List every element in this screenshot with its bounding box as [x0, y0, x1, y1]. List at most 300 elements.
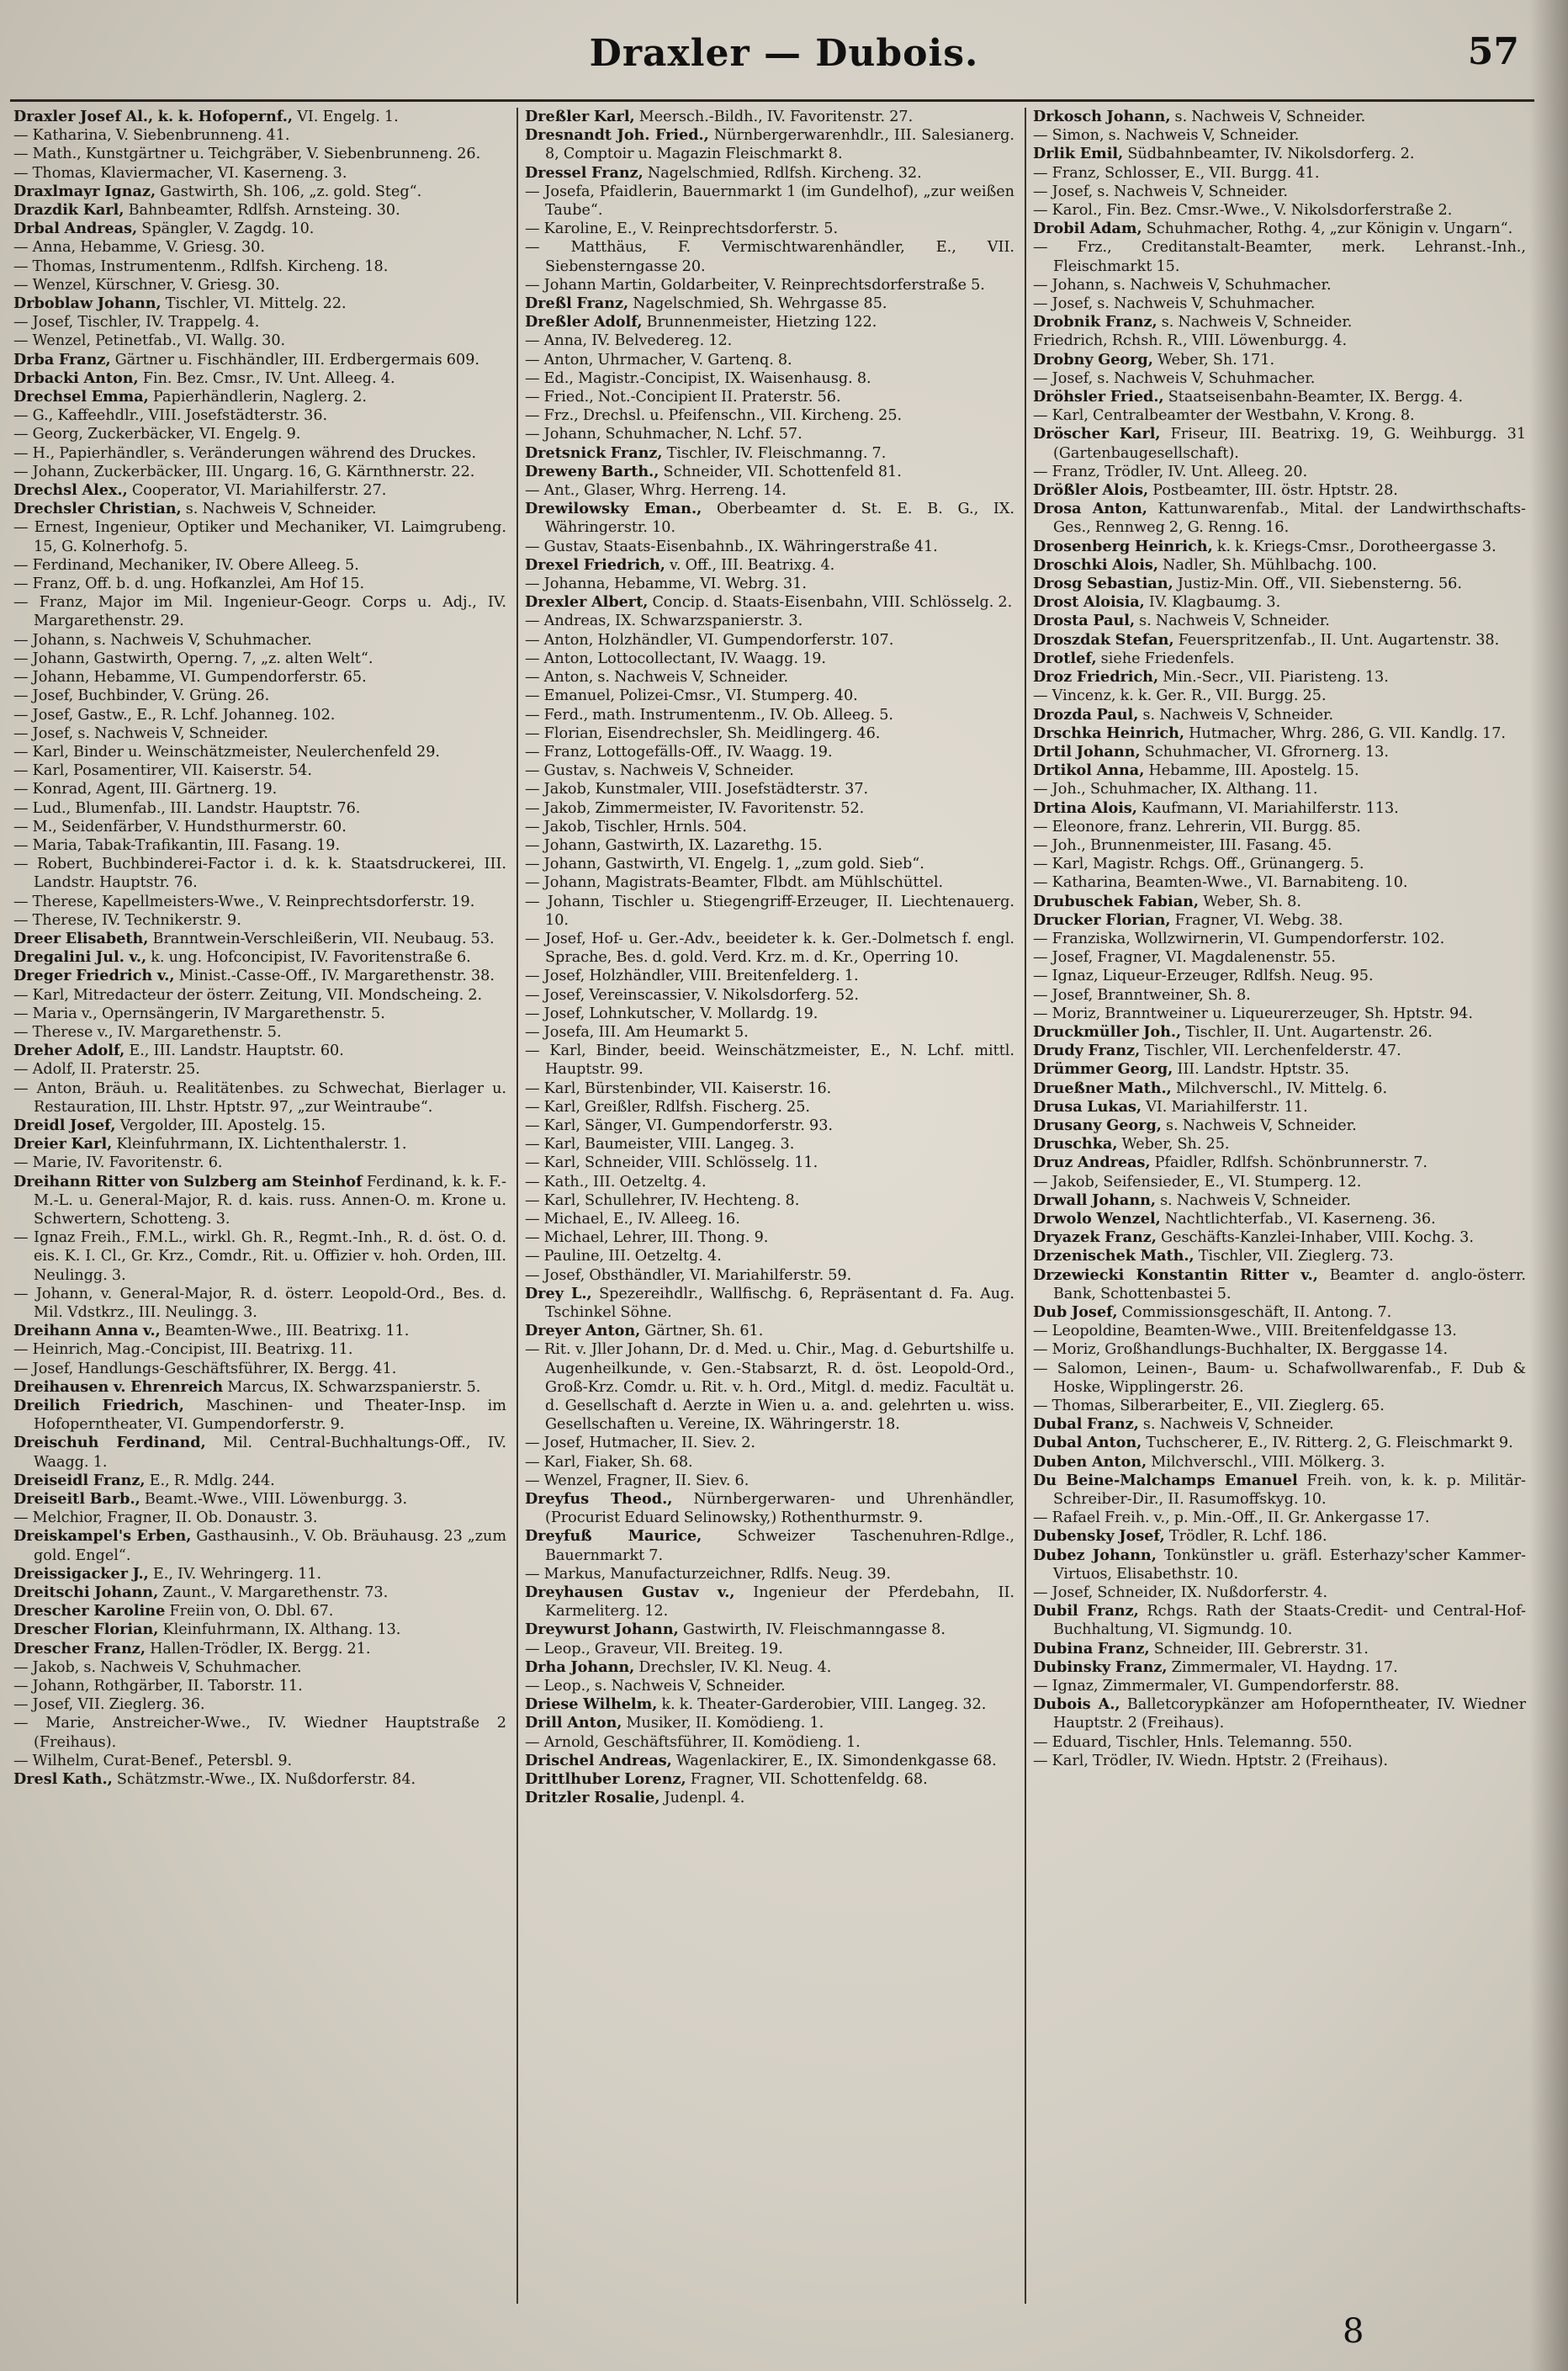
directory-entry	[13, 1640, 506, 1658]
directory-entry	[1033, 1154, 1526, 1172]
entry-name: Dreweny Barth.,	[525, 462, 660, 480]
entry-name: Drosa Anton,	[1033, 500, 1147, 518]
directory-entry	[525, 687, 1014, 705]
entry-text: — Karl, Trödler, IV. Wiedn. Hptstr. 2 (Freihaus).	[1033, 1752, 1388, 1769]
entry-text: Geschäfts-Kanzlei-Inhaber, VIII. Kochg. 3.	[1161, 1229, 1474, 1247]
entry-text: s. Nachweis V, Schneider.	[185, 501, 377, 518]
directory-entry	[1033, 538, 1526, 556]
directory-entry	[525, 126, 1014, 163]
directory-entry	[13, 575, 506, 593]
directory-entry	[13, 388, 506, 406]
entry-name: Drzewiecki Konstantin Ritter v.,	[1033, 1265, 1318, 1284]
directory-entry	[1033, 873, 1526, 892]
entry-text: — Leop., Graveur, VII. Breiteg. 19.	[525, 1640, 783, 1658]
directory-entry	[13, 780, 506, 798]
entry-text: — Wenzel, Kürschner, V. Griesg. 30.	[13, 276, 280, 294]
entry-text: s. Nachweis V, Schneider.	[1139, 613, 1330, 630]
entry-text: — Pauline, III. Oetzeltg. 4.	[525, 1248, 722, 1265]
directory-entry	[525, 332, 1014, 350]
entry-text: Schneider, III. Gebrerstr. 31.	[1153, 1640, 1369, 1658]
entry-text: s. Nachweis V, Schneider.	[1160, 1191, 1351, 1209]
entry-text: VI. Mariahilferstr. 11.	[1146, 1098, 1308, 1116]
entry-text: — H., Papierhändler, s. Veränderungen während des Druckes.	[13, 444, 477, 462]
entry-text: — Josef, Hof- u. Ger.-Adv., beeideter k. k. Ger.-Dolmetsch f. engl. Sprache, Bes. d. gold. Verd. Krz. m. d. Kr., Operring 10.	[525, 930, 1014, 967]
directory-entry	[1033, 855, 1526, 873]
directory-entry	[525, 1210, 1014, 1228]
entry-name: Drechsel Emma,	[13, 388, 149, 406]
directory-entry	[525, 1191, 1014, 1210]
entry-text: Balletcorypkänzer am Hofoperntheater, IV. Wiedner Hauptstr. 2 (Freihaus).	[1053, 1696, 1527, 1732]
entry-name: Drosta Paul,	[1033, 612, 1136, 630]
entry-text: — M., Seidenfärber, V. Hundsthurmerstr. 60.	[13, 818, 347, 835]
entry-text: — Salomon, Leinen-, Baum- u. Schafwollwarenfab., F. Dub & Hoske, Wipplingerstr. 26.	[1033, 1360, 1526, 1396]
directory-entry	[525, 1527, 1014, 1564]
entry-name: Drechsler Christian,	[13, 500, 182, 518]
directory-entry	[1033, 276, 1526, 294]
directory-entry	[13, 1472, 506, 1490]
entry-name: Dubois A.,	[1033, 1695, 1120, 1714]
directory-entry	[13, 948, 506, 967]
directory-entry	[1033, 1135, 1526, 1154]
directory-entry	[1033, 668, 1526, 687]
entry-name: Dreihausen v. Ehrenreich	[13, 1377, 224, 1396]
directory-entry	[525, 164, 1014, 183]
directory-entry	[13, 967, 506, 985]
entry-text: — Jakob, Seifensieder, E., VI. Stumperg. 12.	[1033, 1173, 1362, 1191]
entry-name: Drescher Franz,	[13, 1639, 146, 1658]
entry-name: Drucker Florian,	[1033, 910, 1171, 929]
directory-entry	[1033, 1117, 1526, 1135]
directory-entry	[13, 1117, 506, 1135]
directory-entry	[1033, 1042, 1526, 1060]
entry-name: Dressel Franz,	[525, 163, 644, 182]
directory-entry	[525, 930, 1014, 967]
entry-text: — Joh., Schuhmacher, IX. Althang. 11.	[1033, 781, 1318, 798]
directory-entry	[1033, 1583, 1526, 1602]
directory-entry	[525, 1640, 1014, 1658]
entry-text: — Lud., Blumenfab., III. Landstr. Hauptstr. 76.	[13, 799, 361, 817]
entry-name: Dreher Adolf,	[13, 1042, 125, 1060]
directory-entry	[525, 1247, 1014, 1265]
entry-text: — Robert, Buchbinderei-Factor i. d. k. k. Staatsdruckerei, III. Landstr. Hauptstr. 76.	[13, 856, 506, 892]
directory-entry	[1033, 369, 1526, 388]
entry-text: k. k. Kriegs-Cmsr., Dorotheergasse 3.	[1216, 538, 1496, 555]
directory-entry	[1033, 108, 1526, 126]
entry-text: — Johann, Magistrats-Beamter, Flbdt. am Mühlschüttel.	[525, 874, 944, 892]
entry-name: Droz Friedrich,	[1033, 668, 1159, 687]
entry-text: Tischler, VII. Lerchenfelderstr. 47.	[1144, 1042, 1401, 1060]
directory-entry	[13, 556, 506, 575]
directory-entry	[1033, 351, 1526, 369]
entry-text: Schätzmstr.-Wwe., IX. Nußdorferstr. 84.	[116, 1771, 416, 1789]
entry-text: — Johann, v. General-Major, R. d. österr. Leopold-Ord., Bes. d. Mil. Vdstkrz., III. Neulingg. 3.	[13, 1285, 506, 1321]
directory-entry	[525, 799, 1014, 818]
entry-text: — Johann, Gastwirth, Operng. 7, „z. alten Welt“.	[13, 650, 373, 667]
directory-entry	[525, 369, 1014, 388]
entry-text: Minist.-Casse-Off., IV. Margarethenstr. 38.	[178, 968, 495, 985]
entry-text: — Michael, Lehrer, III. Thong. 9.	[525, 1229, 769, 1247]
entry-text: Fragner, VII. Schottenfeldg. 68.	[690, 1771, 928, 1789]
entry-text: — Karl, Binder, beeid. Weinschätzmeister, E., N. Lchf. mittl. Hauptstr. 99.	[525, 1042, 1014, 1079]
directory-entry	[13, 855, 506, 892]
entry-name: Dreilich Friedrich,	[13, 1397, 184, 1415]
directory-entry	[13, 986, 506, 1005]
directory-entry	[13, 1677, 506, 1695]
entry-text: — Johann, Tischler u. Stiegengriff-Erzeuger, II. Liechtenauerg. 10.	[525, 893, 1014, 929]
entry-text: — Kath., III. Oetzeltg. 4.	[525, 1173, 707, 1191]
entry-text: Friseur, III. Beatrixg. 19, G. Weihburgg. 31 (Gartenbaugesellschaft).	[1053, 426, 1527, 462]
entry-text: — Anna, Hebamme, V. Griesg. 30.	[13, 239, 265, 257]
entry-text: — Simon, s. Nachweis V, Schneider.	[1033, 127, 1300, 145]
entry-text: — Andreas, IX. Schwarzspanierstr. 3.	[525, 613, 803, 630]
entry-name: Dreßler Karl,	[525, 108, 635, 125]
entry-text: — Markus, Manufacturzeichner, Rdlfs. Neug. 39.	[525, 1565, 891, 1583]
entry-text: — Johanna, Hebamme, VI. Webrg. 31.	[525, 576, 807, 593]
entry-text: Südbahnbeamter, IV. Nikolsdorferg. 2.	[1127, 146, 1415, 163]
directory-entry	[525, 425, 1014, 443]
entry-text: — Gustav, Staats-Eisenbahnb., IX. Währingerstraße 41.	[525, 538, 938, 555]
directory-entry	[13, 650, 506, 668]
directory-entry	[1033, 706, 1526, 724]
entry-name: Dreitschi Johann,	[13, 1583, 159, 1602]
directory-entry	[13, 220, 506, 238]
entry-name: Drlik Emil,	[1033, 145, 1124, 163]
entry-text: — Emanuel, Polizei-Cmsr., VI. Stumperg. 40.	[525, 687, 858, 705]
directory-entry	[525, 743, 1014, 761]
entry-name: Drotlef,	[1033, 649, 1097, 667]
directory-entry	[525, 1733, 1014, 1752]
directory-entry	[1033, 1546, 1526, 1583]
directory-entry	[1033, 1247, 1526, 1265]
entry-text: Tischler, VII. Zieglerg. 73.	[1198, 1248, 1394, 1265]
entry-text: — Josef, s. Nachweis V, Schneider.	[13, 724, 269, 742]
entry-text: — Maria, Tabak-Trafikantin, III. Fasang. 19.	[13, 836, 341, 854]
entry-name: Druschka,	[1033, 1135, 1118, 1154]
directory-entry	[525, 294, 1014, 313]
entry-text: Freiin von, O. Dbl. 67.	[169, 1603, 334, 1620]
directory-entry	[525, 1322, 1014, 1340]
entry-text: E., IV. Wehringerg. 11.	[152, 1565, 322, 1583]
directory-entry	[13, 1565, 506, 1583]
entry-name: Driese Wilhelm,	[525, 1695, 658, 1714]
entry-text: Nagelschmied, Rdlfsh. Kircheng. 32.	[647, 164, 922, 182]
entry-text: — Joh., Brunnenmeister, III. Fasang. 45.	[1033, 836, 1332, 854]
entry-text: Kleinfuhrmann, IX. Lichtenthalerstr. 1.	[116, 1136, 407, 1154]
entry-text: — Josefa, III. Am Heumarkt 5.	[525, 1023, 749, 1041]
directory-entry	[1033, 1640, 1526, 1658]
entry-name: Dubensky Josef,	[1033, 1527, 1165, 1546]
entry-name: Drzenischek Math.,	[1033, 1247, 1195, 1265]
entry-text: Vergolder, III. Apostelg. 15.	[119, 1117, 326, 1134]
directory-entry	[1033, 911, 1526, 930]
entry-text: — Rafael Freih. v., p. Min.-Off., II. Gr. Ankergasse 17.	[1033, 1509, 1430, 1527]
directory-entry	[525, 1472, 1014, 1490]
entry-text: — Marie, Anstreicher-Wwe., IV. Wiedner Hauptstraße 2 (Freihaus).	[13, 1715, 506, 1751]
directory-entry	[525, 631, 1014, 650]
directory-entry	[1033, 930, 1526, 948]
entry-text: Beamten-Wwe., III. Beatrixg. 11.	[164, 1323, 410, 1340]
directory-entry	[13, 276, 506, 294]
entry-text: Nagelschmied, Sh. Wehrgasse 85.	[633, 295, 887, 313]
entry-text: — Franziska, Wollzwirnerin, VI. Gumpendorferstr. 102.	[1033, 930, 1445, 947]
entry-name: Dreidl Josef,	[13, 1116, 116, 1134]
entry-text: III. Landstr. Hptstr. 35.	[1177, 1061, 1349, 1079]
entry-name: Dreiseitl Barb.,	[13, 1490, 140, 1509]
entry-text: Branntwein-Verschleißerin, VII. Neubaug. 53.	[152, 930, 495, 947]
entry-text: — Heinrich, Mag.-Concipist, III. Beatrixg. 11.	[13, 1341, 353, 1359]
entry-text: Nachtlichterfab., VI. Kaserneng. 36.	[1164, 1210, 1436, 1228]
directory-entry	[13, 836, 506, 855]
entry-text: — Josef, s. Nachweis V, Schuhmacher.	[1033, 295, 1316, 313]
entry-text: Min.-Secr., VII. Piaristeng. 13.	[1163, 669, 1389, 687]
entry-text: Musiker, II. Komödieng. 1.	[626, 1715, 824, 1732]
directory-entry	[525, 108, 1014, 126]
entry-name: Drescher Florian,	[13, 1620, 159, 1639]
entry-text: — Karl, Schullehrer, IV. Hechteng. 8.	[525, 1191, 800, 1209]
directory-entry	[13, 1154, 506, 1172]
entry-name: Dreyhausen Gustav v.,	[525, 1583, 735, 1602]
entry-text: v. Off., III. Beatrixg. 4.	[670, 556, 835, 574]
entry-text: s. Nachweis V, Schneider.	[1161, 314, 1353, 332]
directory-entry	[13, 1620, 506, 1639]
directory-entry	[1033, 388, 1526, 406]
directory-entry	[525, 780, 1014, 798]
entry-name: Dröscher Karl,	[1033, 425, 1161, 443]
entry-text: Nürnbergerwaren- und Uhrenhändler, (Procurist Eduard Selinowsky,) Rothenthurmstr. 9.	[545, 1491, 1015, 1527]
directory-entry	[525, 593, 1014, 612]
entry-name: Droschki Alois,	[1033, 555, 1158, 574]
directory-entry	[13, 1490, 506, 1509]
directory-entry	[525, 1005, 1014, 1023]
entry-text: — Josef, Lohnkutscher, V. Mollardg. 19.	[525, 1005, 818, 1022]
entry-text: Milchverschl., IV. Mittelg. 6.	[1175, 1079, 1388, 1097]
directory-entry	[1033, 1322, 1526, 1340]
directory-entry	[525, 1434, 1014, 1452]
directory-entry	[525, 388, 1014, 406]
entry-name: Drobil Adam,	[1033, 220, 1142, 238]
directory-entry	[13, 294, 506, 313]
entry-name: Dreihann Ritter von Sulzberg am Steinhof	[13, 1172, 363, 1191]
entry-text: — Franz, Lottogefälls-Off., IV. Waagg. 19.	[525, 743, 833, 761]
entry-name: Drescher Karoline	[13, 1602, 166, 1620]
directory-entry	[525, 500, 1014, 537]
entry-text: — Ignaz, Liqueur-Erzeuger, Rdlfsh. Neug. 95.	[1033, 968, 1374, 985]
directory-entry	[1033, 1602, 1526, 1639]
directory-entry	[525, 1490, 1014, 1527]
entry-text: — Johann, s. Nachweis V, Schuhmacher.	[13, 631, 312, 649]
directory-entry	[1033, 743, 1526, 761]
entry-text: — Ignaz, Zimmermaler, VI. Gumpendorferstr. 88.	[1033, 1678, 1400, 1695]
entry-name: Dubez Johann,	[1033, 1546, 1157, 1564]
entry-text: Schneider, VII. Schottenfeld 81.	[663, 463, 902, 480]
entry-text: — Josef, Handlungs-Geschäftsführer, IX. Bergg. 41.	[13, 1360, 397, 1377]
directory-entry	[13, 1173, 506, 1229]
directory-entry	[13, 126, 506, 145]
directory-entry	[1033, 126, 1526, 145]
entry-text: — Josef, Schneider, IX. Nußdorferstr. 4.	[1033, 1584, 1328, 1602]
signature-mark: 8	[1343, 2312, 1364, 2351]
directory-entry	[1033, 986, 1526, 1005]
directory-entry	[13, 1752, 506, 1770]
directory-entry	[525, 986, 1014, 1005]
entry-name: Drittlhuber Lorenz,	[525, 1770, 686, 1789]
entry-name: Drueßner Math.,	[1033, 1079, 1172, 1097]
entry-text: — Ignaz Freih., F.M.L., wirkl. Gh. R., Regmt.-Inh., R. d. öst. O. d. eis. K. I. Cl., Gr. Krz., Comdr., Rit. u. Offizier v. hoh. Orden, III. Neulingg. 3.	[13, 1229, 506, 1284]
entry-text: — Ferd., math. Instrumentenm., IV. Ob. Alleeg. 5.	[525, 706, 894, 724]
entry-text: — Karl, Bürstenbinder, VII. Kaiserstr. 16.	[525, 1079, 832, 1097]
directory-entry	[1033, 1303, 1526, 1322]
entry-text: — Adolf, II. Praterstr. 25.	[13, 1061, 200, 1079]
entry-name: Drewilowsky Eman.,	[525, 500, 702, 518]
directory-entry	[13, 911, 506, 930]
entry-name: Drkosch Johann,	[1033, 108, 1171, 125]
entry-text: Ingenieur der Pferdebahn, II. Karmeliterg. 12.	[545, 1584, 1015, 1620]
entry-text: — Anton, Lottocollectant, IV. Waagg. 19.	[525, 650, 827, 667]
entry-text: Schuhmacher, Rothg. 4, „zur Königin v. Ungarn“.	[1146, 220, 1513, 238]
directory-entry	[525, 836, 1014, 855]
directory-entry	[1033, 313, 1526, 332]
entry-text: — Arnold, Geschäftsführer, II. Komödieng. 1.	[525, 1733, 861, 1751]
entry-name: Dreischuh Ferdinand,	[13, 1434, 206, 1452]
entry-text: — Josef, Branntweiner, Sh. 8.	[1033, 986, 1251, 1004]
directory-entry	[1033, 612, 1526, 630]
entry-text: — Karol., Fin. Bez. Cmsr.-Wwe., V. Nikolsdorferstraße 2.	[1033, 202, 1453, 220]
entry-text: — Johann, Schuhmacher, N. Lchf. 57.	[525, 426, 803, 443]
directory-entry	[525, 1117, 1014, 1135]
directory-entry	[13, 1005, 506, 1023]
directory-entry	[13, 406, 506, 425]
directory-entry	[1033, 836, 1526, 855]
directory-entry	[1033, 761, 1526, 780]
entry-text: VI. Engelg. 1.	[297, 109, 399, 125]
entry-text: — Katharina, Beamten-Wwe., VI. Barnabiteng. 10.	[1033, 874, 1408, 892]
entry-text: Zimmermaler, VI. Haydng. 17.	[1171, 1658, 1398, 1676]
directory-entry	[13, 518, 506, 555]
directory-entry	[13, 687, 506, 705]
directory-entry	[525, 650, 1014, 668]
entry-text: k. k. Theater-Garderobier, VIII. Langeg. 32.	[661, 1696, 987, 1714]
directory-entry	[1033, 1733, 1526, 1752]
entry-text: — Johann, Gastwirth, VI. Engelg. 1, „zum gold. Sieb“.	[525, 856, 924, 873]
entry-name: Drba Franz,	[13, 350, 111, 369]
entry-name: Dreissigacker J.,	[13, 1564, 149, 1583]
directory-entry	[13, 425, 506, 443]
directory-entry	[1033, 332, 1526, 350]
directory-entry	[1033, 1340, 1526, 1359]
entry-text: Gärtner u. Fischhändler, III. Erdbergermais 609.	[114, 351, 479, 369]
entry-text: — Frz., Creditanstalt-Beamter, merk. Lehranst.-Inh., Fleischmarkt 15.	[1033, 239, 1526, 275]
entry-name: Drtil Johann,	[1033, 742, 1141, 761]
entry-text: Pfaidler, Rdlfsh. Schönbrunnerstr. 7.	[1154, 1154, 1428, 1172]
entry-name: Dreer Elisabeth,	[13, 929, 149, 947]
directory-entry	[1033, 1472, 1526, 1509]
directory-entry	[1033, 687, 1526, 705]
entry-text: — Karl, Centralbeamter der Westbahn, V. Krong. 8.	[1033, 407, 1415, 425]
entry-text: Friedrich, Rchsh. R., VIII. Löwenburgg. 4.	[1033, 332, 1348, 350]
directory-entry	[13, 1322, 506, 1340]
entry-text: Marcus, IX. Schwarzspanierstr. 5.	[227, 1378, 481, 1396]
directory-entry	[1033, 1228, 1526, 1247]
directory-entry	[1033, 948, 1526, 967]
directory-entry	[1033, 1173, 1526, 1191]
entry-name: Dryazek Franz,	[1033, 1228, 1157, 1247]
directory-entry	[1033, 799, 1526, 818]
entry-text: — Anton, s. Nachweis V, Schneider.	[525, 669, 789, 687]
directory-entry	[525, 1228, 1014, 1247]
directory-entry	[13, 201, 506, 220]
entry-text: — Karl, Fiaker, Sh. 68.	[525, 1453, 693, 1471]
entry-name: Druz Andreas,	[1033, 1154, 1151, 1172]
directory-entry	[13, 145, 506, 163]
directory-entry	[525, 761, 1014, 780]
entry-text: Concip. d. Staats-Eisenbahn, VIII. Schlösselg. 2.	[652, 594, 1013, 612]
entry-text: Papierhändlerin, Naglerg. 2.	[152, 389, 367, 406]
entry-text: — Ant., Glaser, Whrg. Herreng. 14.	[525, 482, 787, 500]
directory-entry	[525, 668, 1014, 687]
entry-text: E., III. Landstr. Hauptstr. 60.	[129, 1042, 344, 1060]
directory-entry	[13, 724, 506, 743]
directory-entry	[13, 743, 506, 761]
entry-name: Dreßler Adolf,	[525, 313, 643, 332]
entry-text: — Josef, Hutmacher, II. Siev. 2.	[525, 1435, 756, 1452]
entry-text: Staatseisenbahn-Beamter, IX. Bergg. 4.	[1168, 389, 1464, 406]
entry-name: Drischel Andreas,	[525, 1751, 672, 1769]
entry-name: Du Beine-Malchamps Emanuel	[1033, 1471, 1298, 1489]
entry-name: Duben Anton,	[1033, 1452, 1147, 1471]
entry-name: Dreiskampel's Erben,	[13, 1527, 192, 1546]
directory-entry	[525, 1079, 1014, 1098]
directory-entry	[525, 1752, 1014, 1770]
directory-entry	[1033, 406, 1526, 425]
directory-entry	[1033, 1098, 1526, 1117]
entry-name: Dreyfus Theod.,	[525, 1490, 673, 1509]
directory-entry	[1033, 183, 1526, 201]
entry-text: — Josef, Buchbinder, V. Grüng. 26.	[13, 687, 270, 705]
directory-entry	[525, 855, 1014, 873]
directory-entry	[1033, 1453, 1526, 1472]
entry-name: Droszdak Stefan,	[1033, 630, 1174, 649]
entry-text: — Therese v., IV. Margarethenstr. 5.	[13, 1023, 282, 1041]
entry-text: — Georg, Zuckerbäcker, VI. Engelg. 9.	[13, 426, 301, 443]
entry-text: Tischler, IV. Fleischmanng. 7.	[666, 444, 887, 462]
entry-name: Dubinsky Franz,	[1033, 1658, 1168, 1676]
entry-text: Zaunt., V. Margarethenstr. 73.	[162, 1584, 389, 1602]
entry-text: — Karl, Sänger, VI. Gumpendorferstr. 93.	[525, 1117, 834, 1134]
entry-text: — Wenzel, Fragner, II. Siev. 6.	[525, 1472, 750, 1489]
entry-text: — Jakob, Tischler, Hrnls. 504.	[525, 818, 747, 835]
entry-text: — Karl, Greißler, Rdlfsh. Fischerg. 25.	[525, 1098, 810, 1116]
entry-text: — Franz, Major im Mil. Ingenieur-Geogr. Corps u. Adj., IV. Margarethenstr. 29.	[13, 594, 506, 630]
entry-text: — Franz, Trödler, IV. Unt. Alleeg. 20.	[1033, 463, 1308, 480]
entry-text: s. Nachweis V, Schneider.	[1142, 1416, 1334, 1434]
entry-text: — Vincenz, k. k. Ger. R., VII. Burgg. 25.	[1033, 687, 1327, 705]
directory-entry	[1033, 425, 1526, 462]
directory-entry	[1033, 575, 1526, 593]
directory-entry	[525, 1098, 1014, 1117]
entry-text: — Thomas, Silberarbeiter, E., VII. Zieglerg. 65.	[1033, 1398, 1385, 1415]
entry-name: Dreiseidl Franz,	[13, 1471, 146, 1489]
entry-text: — Johann, Zuckerbäcker, III. Ungarg. 16, G. Kärnthnerstr. 22.	[13, 463, 475, 480]
entry-columns	[10, 108, 1527, 2304]
entry-text: Trödler, R. Lchf. 186.	[1168, 1528, 1327, 1546]
entry-name: Drechsl Alex.,	[13, 481, 128, 500]
entry-text: Commissionsgeschäft, II. Antong. 7.	[1121, 1304, 1392, 1321]
entry-name: Dreyfuß Maurice,	[525, 1527, 702, 1546]
directory-entry	[525, 238, 1014, 275]
entry-name: Dreywurst Johann,	[525, 1620, 679, 1639]
entry-name: Drosg Sebastian,	[1033, 575, 1173, 593]
entry-name: Dreier Karl,	[13, 1135, 113, 1154]
